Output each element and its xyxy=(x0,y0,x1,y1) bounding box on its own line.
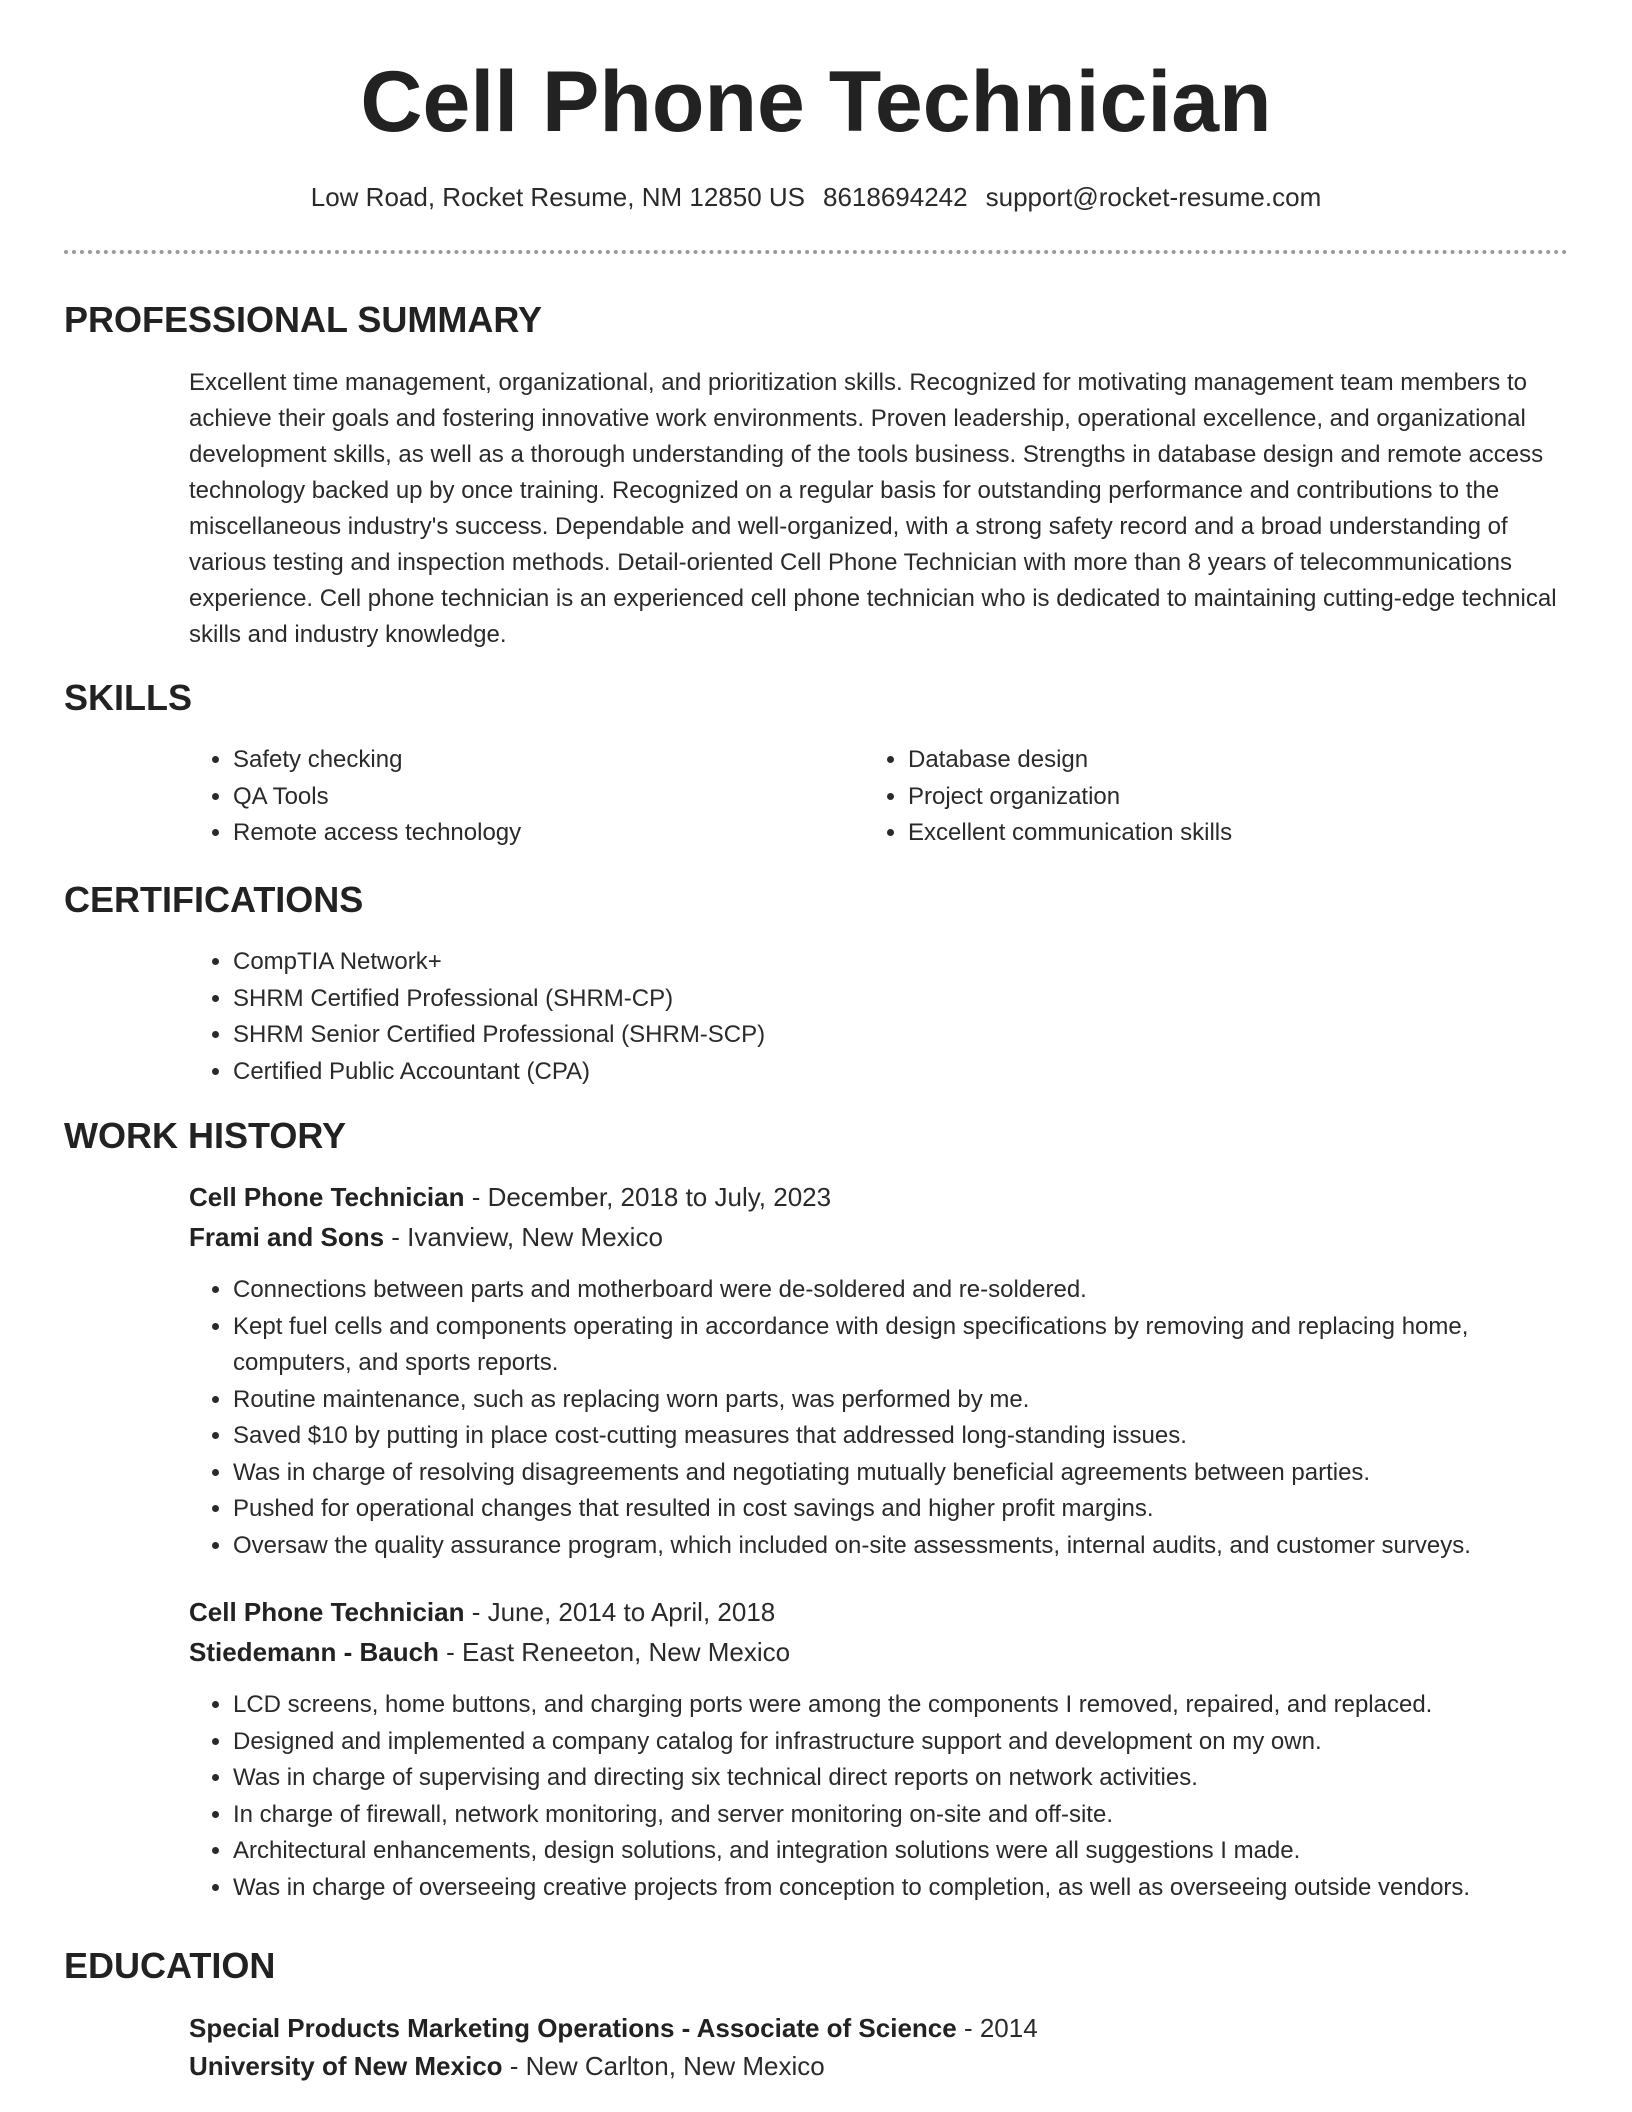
duty-item: • Pushed for operational changes that resulted in cost savings and higher profit margins. xyxy=(233,1491,1593,1528)
skills-list-left xyxy=(189,742,853,852)
section-title-work-history: WORK HISTORY xyxy=(64,1115,347,1156)
duty-item: • Connections between parts and motherboard were de-soldered and re-soldered. xyxy=(233,1272,1593,1309)
education-location: - New Carlton, New Mexico xyxy=(502,2051,825,2081)
certifications-list xyxy=(189,944,1533,1090)
certification-item: • Certified Public Accountant (CPA) xyxy=(233,1054,1533,1091)
job-dates: - December, 2018 to July, 2023 xyxy=(464,1182,832,1212)
duty-item: • Saved $10 by putting in place cost-cutting measures that addressed long-standing issues. xyxy=(233,1418,1593,1455)
contact-line xyxy=(0,180,1632,214)
education-degree: Special Products Marketing Operations - Associate of Science xyxy=(189,2013,957,2043)
duty-item: • Routine maintenance, such as replacing worn parts, was performed by me. xyxy=(233,1382,1593,1419)
skills-list-right xyxy=(864,742,1548,852)
duty-item: • Was in charge of supervising and directing six technical direct reports on network activities. xyxy=(233,1760,1593,1797)
job-duties-list xyxy=(189,1272,1593,1564)
job-location: - Ivanview, New Mexico xyxy=(384,1222,663,1252)
section-title-summary: PROFESSIONAL SUMMARY xyxy=(64,299,543,340)
certification-item: • SHRM Senior Certified Professional (SHRM-SCP) xyxy=(233,1017,1533,1054)
duty-item: • Was in charge of resolving disagreements and negotiating mutually beneficial agreements between parties. xyxy=(233,1455,1593,1492)
section-title-education: EDUCATION xyxy=(64,1945,276,1986)
section-title-skills: SKILLS xyxy=(64,677,193,718)
header-divider xyxy=(64,250,1568,254)
duty-item: • LCD screens, home buttons, and charging ports were among the components I removed, repaired, and replaced. xyxy=(233,1687,1593,1724)
job-company: Stiedemann - Bauch xyxy=(189,1637,439,1667)
skill-item: • Project organization xyxy=(908,779,1548,816)
summary-text: Excellent time management, organizational, and prioritization skills. Recognized for motivating management team members to achieve their goals and fostering innovative work environments. Proven leadership, operational excellence, and organizational development skills, as well as a thorough understanding of the tools business. Strengths in database design and remote access technology backed up by once training. Recognized on a regular basis for outstanding performance and contributions to the miscellaneous industry's success. Dependable and well-organized, with a strong safety record and a broad understanding of various testing and inspection methods. Detail-oriented Cell Phone Technician with more than 8 years of telecommunications experience. Cell phone technician is an experienced cell phone technician who is dedicated to maintaining cutting-edge technical skills and industry knowledge. xyxy=(189,369,1557,648)
skill-item: • Remote access technology xyxy=(233,815,853,852)
certification-item: • CompTIA Network+ xyxy=(233,944,1533,981)
job-title-line xyxy=(189,1592,775,1632)
contact-phone: 8618694242 xyxy=(823,182,968,212)
job-location: - East Reneeton, New Mexico xyxy=(438,1637,791,1667)
education-year: - 2014 xyxy=(956,2013,1038,2043)
contact-email: support@rocket-resume.com xyxy=(985,182,1322,212)
duty-item: • Designed and implemented a company catalog for infrastructure support and development on my own. xyxy=(233,1724,1593,1761)
resume-name: Cell Phone Technician xyxy=(360,54,1272,150)
skill-item: • Safety checking xyxy=(233,742,853,779)
duty-item: • Oversaw the quality assurance program, which included on-site assessments, internal audits, and customer surveys. xyxy=(233,1528,1593,1565)
skill-item: • Database design xyxy=(908,742,1548,779)
job-dates: - June, 2014 to April, 2018 xyxy=(464,1597,776,1627)
section-title-certifications: CERTIFICATIONS xyxy=(64,879,364,920)
duty-item: • In charge of firewall, network monitoring, and server monitoring on-site and off-site. xyxy=(233,1797,1593,1834)
certification-item: • SHRM Certified Professional (SHRM-CP) xyxy=(233,981,1533,1018)
job-title-line xyxy=(189,1177,831,1217)
education-degree-line xyxy=(189,2008,1038,2048)
contact-address: Low Road, Rocket Resume, NM 12850 US xyxy=(310,182,805,212)
duty-item: • Architectural enhancements, design solutions, and integration solutions were all suggestions I made. xyxy=(233,1833,1593,1870)
duty-item: • Kept fuel cells and components operating in accordance with design specifications by removing and replacing home, computers, and sports reports. xyxy=(233,1309,1593,1382)
job-duties-list xyxy=(189,1687,1593,1906)
job-role: Cell Phone Technician xyxy=(189,1597,465,1627)
education-school-line xyxy=(189,2046,825,2086)
job-role: Cell Phone Technician xyxy=(189,1182,465,1212)
skill-item: • QA Tools xyxy=(233,779,853,816)
job-company-line xyxy=(189,1217,663,1257)
duty-item: • Was in charge of overseeing creative projects from conception to completion, as well as overseeing outside vendors. xyxy=(233,1870,1593,1907)
education-school: University of New Mexico xyxy=(189,2051,503,2081)
job-company: Frami and Sons xyxy=(189,1222,385,1252)
skill-item: • Excellent communication skills xyxy=(908,815,1548,852)
job-company-line xyxy=(189,1632,790,1672)
